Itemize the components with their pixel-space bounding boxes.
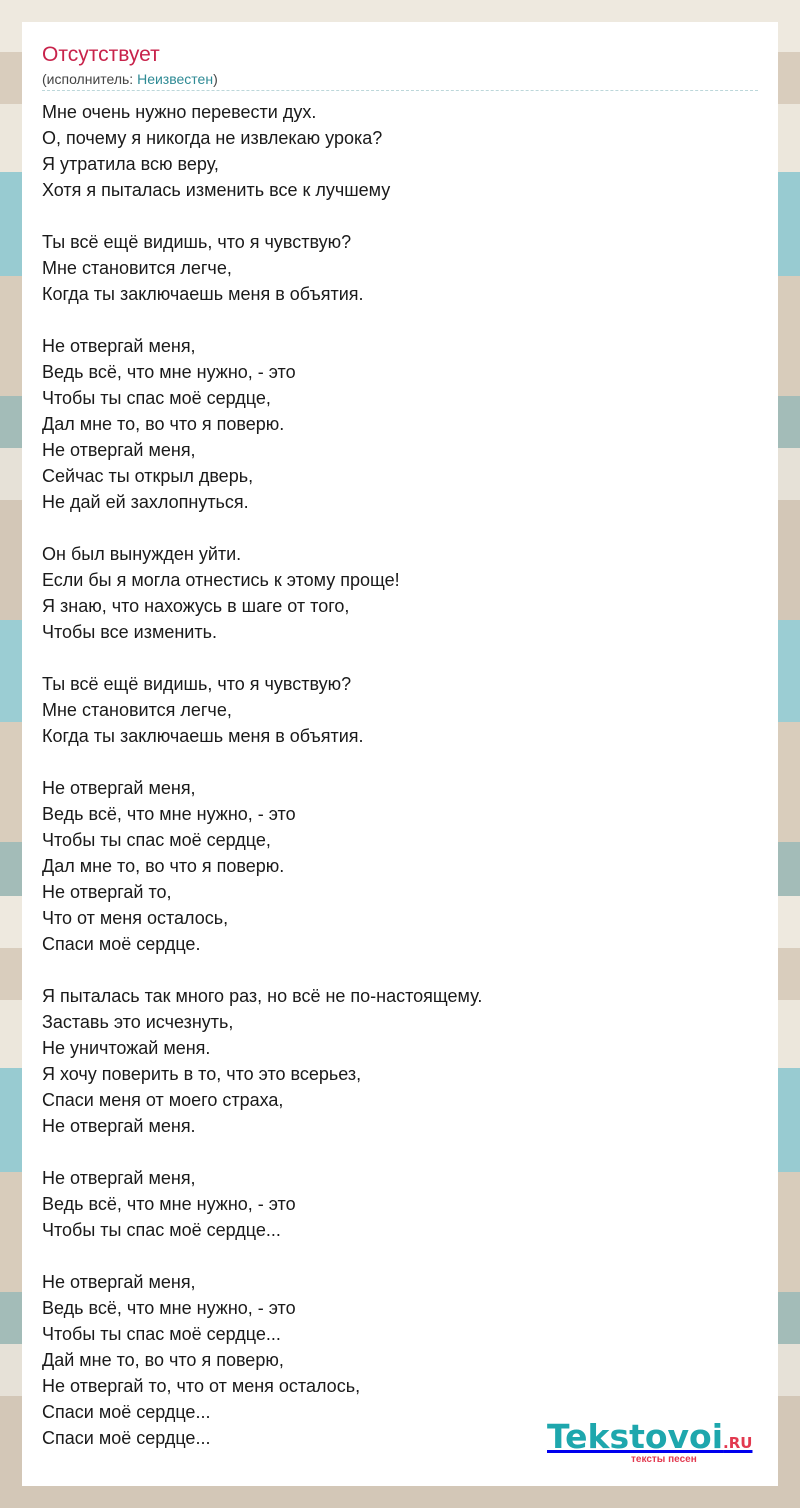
site-logo[interactable] <box>547 1418 767 1468</box>
artist-suffix: ) <box>213 71 218 87</box>
artist-line <box>42 70 758 91</box>
logo-tagline: тексты песен <box>631 1454 697 1465</box>
logo-tld: .RU <box>723 1434 753 1452</box>
artist-prefix: (исполнитель: <box>42 71 138 87</box>
song-title: Отсутствует <box>42 43 160 66</box>
lyrics-card <box>22 22 778 1486</box>
lyrics-text: Мне очень нужно перевести дух. О, почему я никогда не извлекаю урока? Я утратила всю веру, Хотя я пыталась изменить все к лучшему Ты всё ещё видишь, что я чувствую? Мне становится легче, Когда ты заключаешь меня в объятия. Не отвергай меня, Ведь всё, что мне нужно, - это Чтобы ты спас моё сердце, Дал мне то, во что я поверю. Не отвергай меня, Сейчас ты открыл дверь, Не дай ей захлопнуться. Он был вынужден уйти. Если бы я могла отнестись к этому проще! Я знаю, что нахожусь в шаге от того, Чтобы все изменить. Ты всё ещё видишь, что я чувствую? Мне становится легче, Когда ты заключаешь меня в объятия. Не отвергай меня, Ведь всё, что мне нужно, - это Чтобы ты спас моё сердце, Дал мне то, во что я поверю. Не отвергай то, Что от меня осталось, Спаси моё сердце. Я пыталась так много раз, но всё не по-настоящему. Заставь это исчезнуть, Не уничтожай меня. Я хочу поверить в то, что это всерьез, Спаси меня от моего страха, Не отвергай меня. Не отвергай меня, Ведь всё, что мне нужно, - это Чтобы ты спас моё сердце... Не отвергай меня, Ведь всё, что мне нужно, - это Чтобы ты спас моё сердце... Дай мне то, во что я поверю, Не отвергай то, что от меня осталось, Спаси моё сердце... Спаси моё сердце... <box>42 102 483 1448</box>
artist-link[interactable]: Неизвестен <box>137 71 214 87</box>
logo-main-text: Tekstovoi <box>547 1417 724 1456</box>
